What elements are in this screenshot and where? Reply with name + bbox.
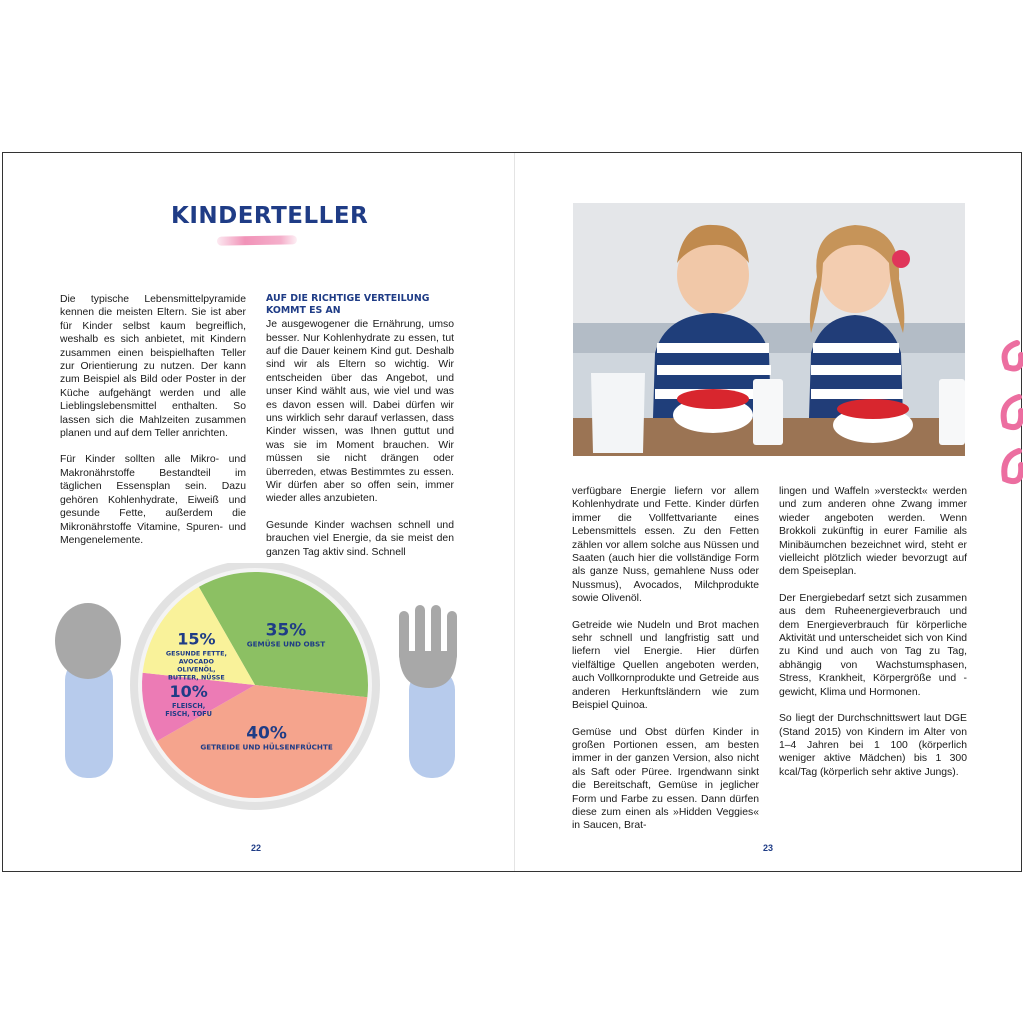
page-number-left: 22 xyxy=(251,843,262,853)
paragraph: Gesunde Kinder wachsen schnell und brauchen viel Energie, da sie meist den ganzen Tag aktiv sind. Schnell xyxy=(266,519,454,558)
page-number-right: 23 xyxy=(763,843,774,853)
paragraph: verfügbare Energie liefern vor allem Kohlenhydrate und Fette. Kinder dürfen immer die Vollfettvariante eines Lebensmittels essen. Zu den Fetten zählen vor allem solche aus Nüssen und Saaten (auch hier die vollständige Form als ganze Nuss, gemahlene Nuss oder Nussmus), Avocados, Milchprodukte sowie Olivenöl. xyxy=(572,486,759,605)
fork-icon xyxy=(399,605,457,688)
paragraph: Für Kinder sollten alle Mikro- und Makronährstoffe Bestandteil im täglichen Essensplan sein. Dazu gehören Kohlenhydrate, Eiweiß und gesunde Fette, außerdem die Mikronährstoffe Vitamine, Spuren- und Mengenelemente. xyxy=(60,454,246,546)
pie-slice-label: BUTTER, NÜSSE xyxy=(167,673,225,682)
pie-slice-label: GETREIDE UND HÜLSENFRÜCHTE xyxy=(200,742,333,752)
pie-slice-percent: 10% xyxy=(169,681,208,701)
book-spread xyxy=(2,152,1022,872)
pie-slice-label: GEMÜSE UND OBST xyxy=(246,639,326,649)
pie-slice-label: FISCH, TOFU xyxy=(165,709,213,718)
text-column-left-1 xyxy=(60,293,246,560)
photo-illustration xyxy=(573,203,965,456)
page-gutter xyxy=(514,153,515,871)
paragraph: Je ausgewogener die Ernährung, umso besser. Nur Kohlenhydrate zu essen, tut auf die Dauer keinem Kind gut. Deshalb sind wir als Eltern so wichtig. Wir entscheiden über das Angebot, und unser Kind wählt aus, wie viel und was es davon essen will. Dabei dürfen wir uns wirklich sehr darauf verlassen, dass Kinder wissen, was Ihnen guttut und was sie im Moment brauchen. Wir müssen sie nicht drängen oder überreden, etwas Bestimmtes zu essen. Wir dürfen aber so offen sein, immer wieder alles anzubieten. xyxy=(266,319,454,505)
paragraph: Die typische Lebensmittelpyramide kennen die meisten Eltern. Sie ist aber für Kinder selbst kaum begreiflich, weshalb es sich anbietet, mit Kindern zusammen einen beispielhaften Teller zur Orientierung zu nutzen. Der kann zum Beispiel als Bild oder Poster in der Küche aufgehängt werden und alle Lieblingslebensmittel enthalten. So lassen sich die Mahlzeiten zusammen planen und auf dem Teller anrichten. xyxy=(60,294,246,440)
pie-slice-label: FLEISCH, xyxy=(171,701,206,710)
paragraph: Getreide wie Nudeln und Brot machen sehr schnell und langfristig satt und liefern viel Energie. Hier dürfen vielfältige Quellen angeboten werden, auch Vollkornprodukte und Getreide aus anderen Herkunftsländern wie zum Beispiel Quinoa. xyxy=(572,619,759,712)
paragraph: So liegt der Durchschnittswert laut DGE (Stand 2015) von Kindern im Alter von 1–4 Jahren bei 1 100 (körperlich weniger aktive Mädchen) bis 1 300 kcal/Tag (körperlich sehr aktive Jungs). xyxy=(779,713,967,778)
paragraph: lingen und Waffeln »versteckt« werden und zum anderen ohne Zwang immer wieder angeboten werden. Wenn Brokkoli zukünftig in eurer Familie als Minibäumchen bezeichnet wird, steht er vielleicht plötzlich wieder bevorzugt auf dem Speiseplan. xyxy=(779,486,967,578)
pie-slice-percent: 15% xyxy=(177,629,216,649)
section-heading: AUF DIE RICHTIGE VERTEILUNG KOMMT ES AN xyxy=(266,293,430,316)
pie-slice-label: AVOCADO xyxy=(178,657,214,666)
photo-children-eating-strawberries xyxy=(573,203,965,456)
pie-slice-percent: 40% xyxy=(246,723,287,744)
pie-slice-percent: 35% xyxy=(265,620,307,641)
plate-illustration xyxy=(43,563,483,823)
pink-decoration xyxy=(997,333,1023,503)
paragraph: Gemüse und Obst dürfen Kinder in großen Portionen essen, am besten immer in der ganzen Version, also nicht als Saft oder Püree. Irgendwann sinkt die Bereitschaft, Gemüse in jeglicher Form und Farbe zu essen. Dann dürfen diese zum einen als »Hidden Veggies« in Saucen, Brat- xyxy=(572,726,759,832)
paragraph: Der Energiebedarf setzt sich zusammen aus dem Ruheenergieverbrauch und dem Energieverbrauch für körperliche Aktivität und unterscheidet sich von Kind zu Kind und auch von Tag zu Tag, abhängig von Wachstumsphasen, Stress, Krankheit, Körpergröße und -gewicht, Klima und Hormonen. xyxy=(779,592,967,698)
plate-chart-svg xyxy=(43,563,483,823)
pie-slice-label: OLIVENÖL, xyxy=(177,665,216,674)
page-title: KINDERTELLER xyxy=(171,203,369,229)
text-column-right-1 xyxy=(572,485,759,846)
pie-slice-label: GESUNDE FETTE, xyxy=(165,649,227,658)
text-column-left-2 xyxy=(266,293,454,572)
pink-brush-stroke xyxy=(217,235,297,245)
spoon-icon xyxy=(55,603,121,679)
text-column-right-2 xyxy=(779,485,967,792)
